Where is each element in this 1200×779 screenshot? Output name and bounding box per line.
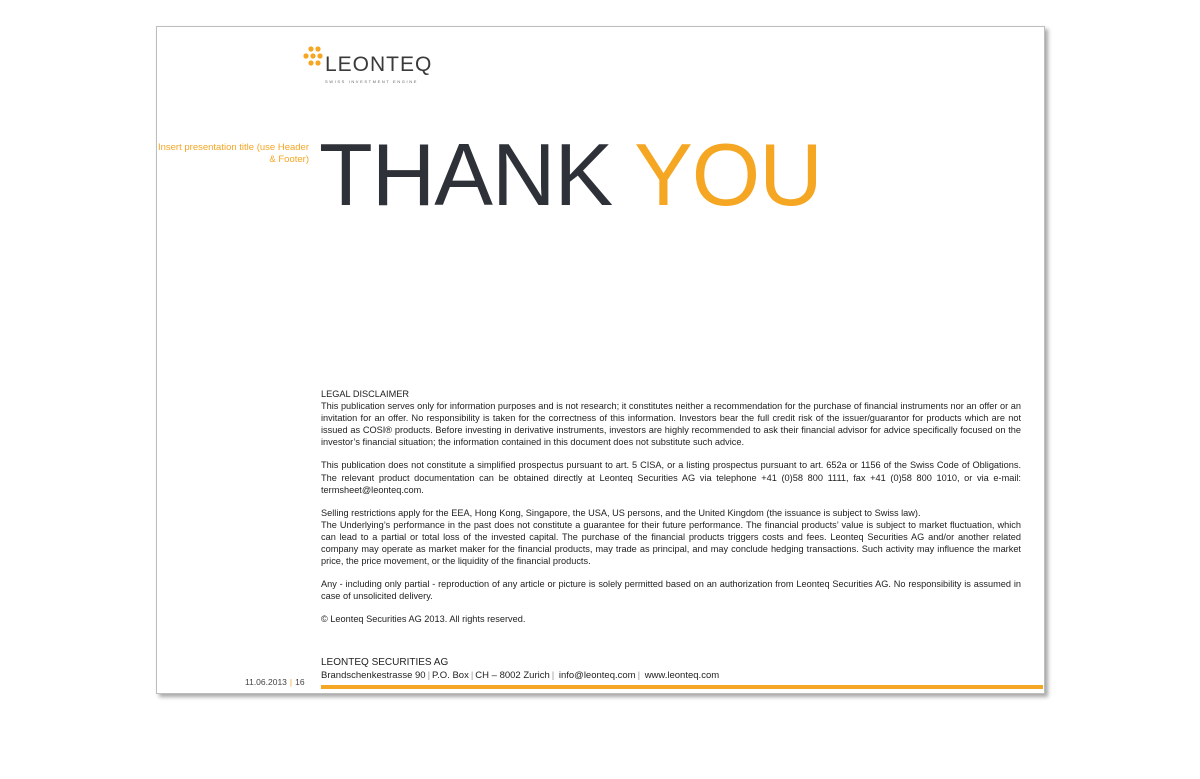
legal-copyright: © Leonteq Securities AG 2013. All rights reserved.: [321, 614, 526, 625]
company-name: LEONTEQ SECURITIES AG: [321, 657, 449, 668]
legal-disclaimer: [321, 388, 1021, 637]
address-divider: |: [637, 670, 641, 681]
footer-date-page: [245, 677, 305, 687]
footer-orange-rule: [321, 685, 1043, 689]
leonteq-logo: [303, 45, 433, 87]
legal-heading: LEGAL DISCLAIMER: [321, 389, 409, 399]
address-web-link[interactable]: www.leonteq.com: [644, 670, 720, 681]
legal-paragraph-2: This publication does not constitute a simplified prospectus pursuant to art. 5 CISA, or a listing prospectus pursuant to art. 652a or 1156 of the Swiss Code of Obligations. The relevant product documentation can be obtained directly at Leonteq Securities AG via telephone +41 (0)58 800 1111, fax +41 (0)58 800 1010, or via e-mail: termsheet@leonteq.com.: [321, 460, 1021, 495]
address-email-link[interactable]: info@leonteq.com: [558, 670, 636, 681]
legal-paragraph-1: This publication serves only for information purposes and is not research; it constitutes neither a recommendation for the purchase of financial instruments nor an offer or an invitation for an offer. No responsibility is taken for the correctness of this information. Investors bear the full credit risk of the issuer/guarantor for products which are not issued as COSI® products. Before investing in derivative instruments, investors are highly recommended to ask their financial advisor for advice specifically focused on the investor’s financial situation; the information contained in this document does not substitute such advice.: [321, 401, 1021, 448]
address-po-box: P.O. Box: [432, 670, 469, 681]
thank-you-heading: [319, 125, 822, 225]
company-address: [321, 670, 719, 681]
presentation-title-placeholder: Insert presentation title (use Header & Footer): [157, 142, 309, 165]
footer-divider: |: [289, 677, 293, 687]
footer-date: 11.06.2013: [245, 677, 287, 687]
legal-paragraph-3b: The Underlying’s performance in the past does not constitute a guarantee for their future performance. The financial products’ value is subject to market fluctuation, which can lead to a partial or total loss of the invested capital. The purchase of the financial products triggers costs and fees. Leonteq Securities AG and/or another related company may operate as market maker for the financial products, may trade as principal, and may conclude hedging transactions. Such activity may influence the market price, the price movement, or the liquidity of the financial products.: [321, 519, 1021, 567]
heading-word-you: YOU: [634, 125, 822, 224]
address-city: CH – 8002 Zurich: [475, 670, 550, 681]
legal-paragraph-3a: Selling restrictions apply for the EEA, Hong Kong, Singapore, the USA, US persons, and the United Kingdom (the issuance is subject to Swiss law).: [321, 507, 921, 518]
address-divider: |: [551, 670, 555, 681]
logo-wordmark: LEONTEQ: [325, 53, 433, 76]
page-number: 16: [295, 677, 305, 687]
address-divider: |: [427, 670, 431, 681]
address-divider: |: [470, 670, 474, 681]
slide: [156, 26, 1045, 694]
address-street: Brandschenkestrasse 90: [321, 670, 426, 681]
logo-tagline: SWISS INVESTMENT ENGINE: [325, 79, 418, 84]
heading-word-thank: THANK: [319, 125, 613, 224]
legal-paragraph-4: Any - including only partial - reproduction of any article or picture is solely permitted based on an authorization from Leonteq Securities AG. No responsibility is assumed in case of unsolicited delivery.: [321, 579, 1021, 602]
